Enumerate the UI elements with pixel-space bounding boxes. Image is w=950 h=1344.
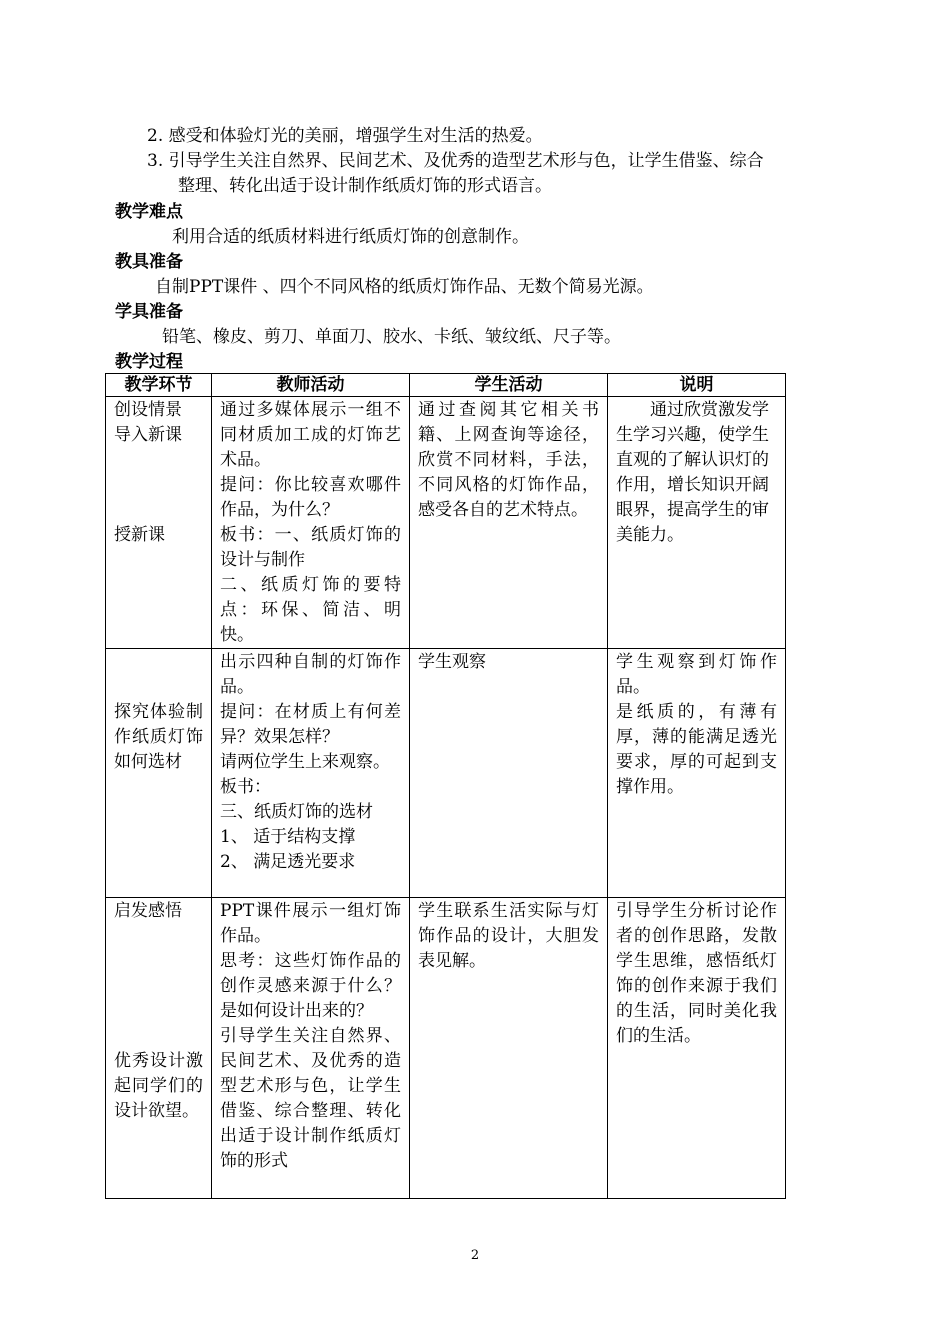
column-header-student: 学生活动 (410, 374, 608, 397)
table-row (106, 397, 786, 649)
teacher-tools-heading: 教具准备 (115, 252, 183, 272)
difficulty-text: 利用合适的纸质材料进行纸质灯饰的创意制作。 (172, 227, 529, 247)
student-activity-cell: 通过查阅其它相关书籍、上网查询等途径，欣赏不同材料，手法，不同风格的灯饰作品，感受各自的艺术特点。 (410, 397, 608, 649)
note-cell: 引导学生分析讨论作者的创作思路，发散学生思维，感悟纸灯饰的创作来源于我们的生活，同时美化我们的生活。 (608, 898, 786, 1199)
teacher-activity-cell: 通过多媒体展示一组不同材质加工成的灯饰艺术品。 提问：你比较喜欢哪件作品，为什么？ 板书：一、纸质灯饰的设计与制作 二、纸质灯饰的要特点：环保、简洁、明快。 (212, 397, 410, 649)
process-heading: 教学过程 (115, 352, 183, 372)
student-tools-heading: 学具准备 (115, 302, 183, 322)
objective-item-3-line2: 整理、转化出适于设计制作纸质灯饰的形式语言。 (178, 176, 552, 196)
table-row (106, 898, 786, 1199)
table-row (106, 649, 786, 898)
note-cell: 通过欣赏激发学生学习兴趣，使学生直观的了解认识灯的作用，增长知识开阔眼界，提高学生的审美能力。 (608, 397, 786, 649)
teacher-tools-text: 自制PPT课件 、四个不同风格的纸质灯饰作品、无数个简易光源。 (155, 277, 654, 297)
teacher-activity-cell: 出示四种自制的灯饰作品。 提问：在材质上有何差异？效果怎样？ 请两位学生上来观察。 板书： 三、纸质灯饰的选材 1、 适于结构支撑 2、 满足透光要求 (212, 649, 410, 898)
column-header-teacher: 教师活动 (212, 374, 410, 397)
student-tools-text: 铅笔、橡皮、剪刀、单面刀、胶水、卡纸、皱纹纸、尺子等。 (162, 327, 621, 347)
column-header-note: 说明 (608, 374, 786, 397)
stage-cell: 创设情景 导入新课 授新课 (106, 397, 212, 649)
difficulty-heading: 教学难点 (115, 202, 183, 222)
stage-cell: 探究体验制作纸质灯饰如何选材 (106, 649, 212, 898)
objective-item-2: 2. 感受和体验灯光的美丽，增强学生对生活的热爱。 (147, 126, 543, 146)
table-header-row (106, 374, 786, 397)
student-activity-cell: 学生联系生活实际与灯饰作品的设计，大胆发表见解。 (410, 898, 608, 1199)
page-number: 2 (470, 1248, 480, 1263)
student-activity-cell: 学生观察 (410, 649, 608, 898)
process-table (105, 373, 786, 1199)
stage-cell: 启发感悟 优秀设计激起同学们的设计欲望。 (106, 898, 212, 1199)
objective-item-3-line1: 3. 引导学生关注自然界、民间艺术、及优秀的造型艺术形与色，让学生借鉴、综合 (147, 151, 764, 171)
column-header-stage: 教学环节 (106, 374, 212, 397)
note-cell: 学生观察到灯饰作品。 是纸质的，有薄有厚，薄的能满足透光要求，厚的可起到支撑作用。 (608, 649, 786, 898)
teacher-activity-cell: PPT课件展示一组灯饰作品。 思考：这些灯饰作品的创作灵感来源于什么？是如何设计出来的？ 引导学生关注自然界、民间艺术、及优秀的造型艺术形与色，让学生借鉴、综合整理、转化出适于设计制作纸质灯饰的形式 (212, 898, 410, 1199)
